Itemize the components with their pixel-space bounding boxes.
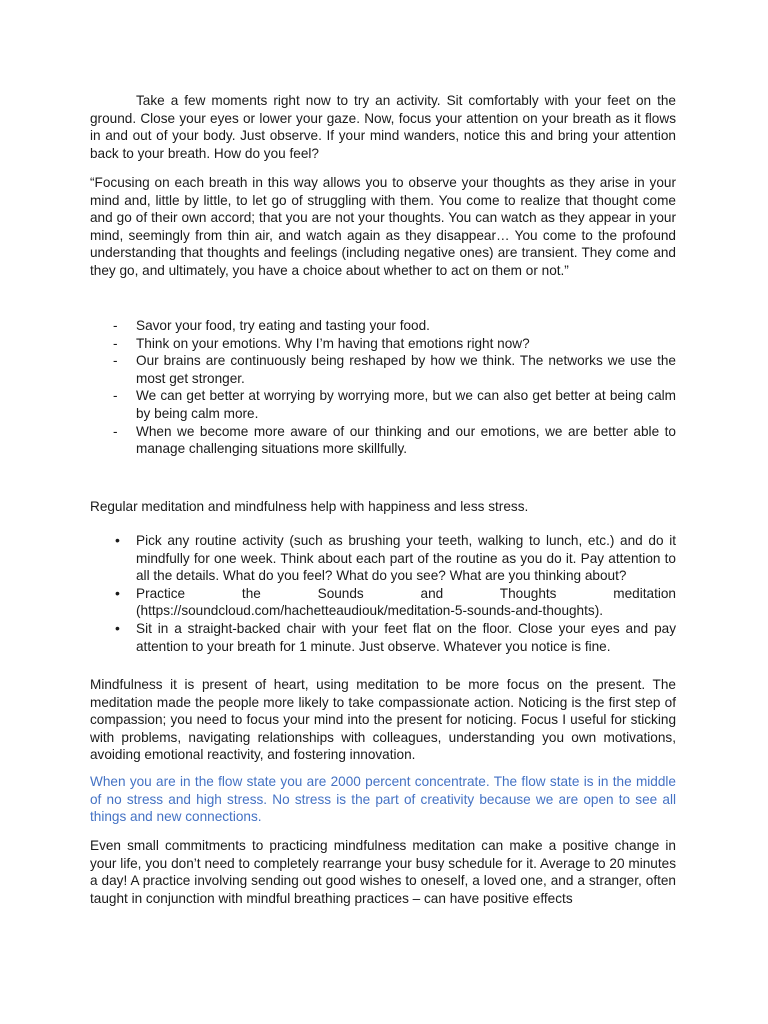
list-item: • Pick any routine activity (such as brushing your teeth, walking to lunch, etc.) and do it mindfully for one week. Think about each part of the routine as you do it. Pay attention to all the details. What do you feel? What do you see? What are you thinking about? [90,532,676,585]
activity-paragraph: Take a few moments right now to try an activity. Sit comfortably with your feet on the ground. Close your eyes or lower your gaze. Now, focus your attention on your breath as it flows in and out of your body. Just observe. If your mind wanders, notice this and bring your attention back to your breath. How do you feel? [90,93,676,161]
dash-list [90,317,676,458]
list-item: • Sit in a straight-backed chair with your feet flat on the floor. Close your eyes and pay attention to your breath for 1 minute. Just observe. Whatever you notice is fine. [90,620,676,655]
list-item: - Think on your emotions. Why I’m having that emotions right now? [90,335,676,353]
quote-paragraph: “Focusing on each breath in this way allows you to observe your thoughts as they arise in your mind and, little by little, to let go of struggling with them. You come to realize that thought come and go of their own accord; that you are not your thoughts. You can watch as they appear in your mind, seemingly from thin air, and watch again as they disappear… You come to the profound understanding that thoughts and feelings (including negative ones) are transient. They come and they go, and ultimately, you have a choice about whether to act on them or not.” [90,175,676,278]
list-item: - Our brains are continuously being reshaped by how we think. The networks we use the most get stronger. [90,352,676,387]
flow-state-paragraph: When you are in the flow state you are 2000 percent concentrate. The flow state is in the middle of no stress and high stress. No stress is the part of creativity because we are open to see all things and new connections. [90,774,676,825]
list-item: - We can get better at worrying by worrying more, but we can also get better at being calm by being calm more. [90,387,676,422]
list-item: - Savor your food, try eating and tasting your food. [90,317,676,335]
commitments-paragraph: Even small commitments to practicing mindfulness meditation can make a positive change in your life, you don’t need to completely rearrange your busy schedule for it. Average to 20 minutes a day! A practice involving sending out good wishes to oneself, a loved one, and a stranger, often taught in conjunction with mindful breathing practices – can have positive effects [90,838,676,906]
bullet-list [90,532,676,655]
mindfulness-paragraph: Mindfulness it is present of heart, using meditation to be more focus on the present. The meditation made the people more likely to take compassionate action. Noticing is the first step of compassion; you need to focus your mind into the present for noticing. Focus I useful for sticking with problems, navigating relationships with colleagues, understanding you own motivations, avoiding emotional reactivity, and fostering innovation. [90,677,676,763]
regular-meditation-line: Regular meditation and mindfulness help with happiness and less stress. [90,499,529,514]
list-item: • Practice the Sounds and Thoughts meditation (https://soundcloud.com/hachetteaudiouk/meditation-5-sounds-and-thoughts). [90,585,676,620]
list-item: - When we become more aware of our thinking and our emotions, we are better able to manage challenging situations more skillfully. [90,423,676,458]
